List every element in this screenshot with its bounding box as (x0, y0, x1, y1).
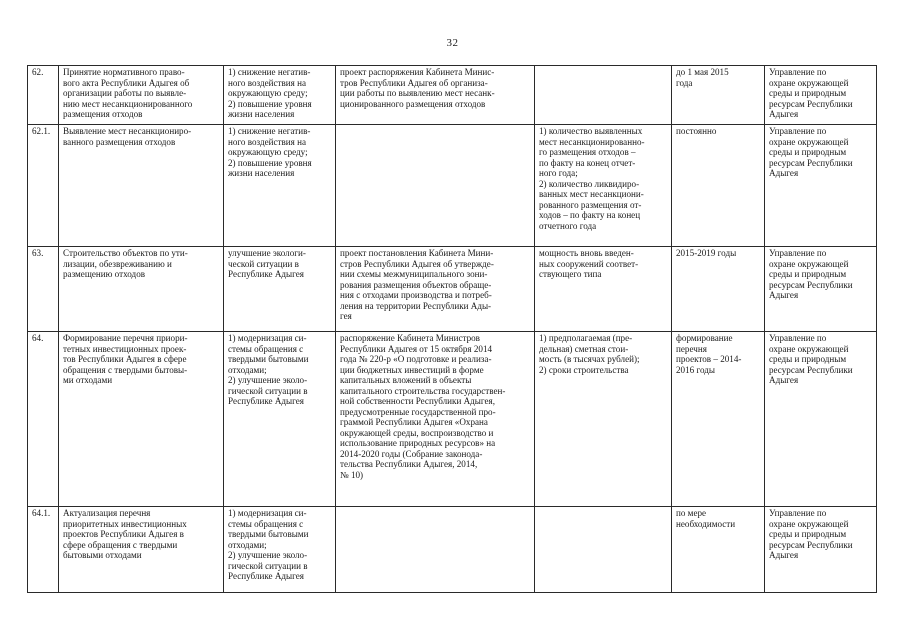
executor-cell: Управление по охране окружающей среды и природным ресурсам Республики Адыгея (765, 125, 877, 247)
expected-result-cell: 1) снижение негатив- ного воздействия на окружающую среду; 2) повышение уровня жизни населения (224, 125, 336, 247)
page-number: 32 (446, 37, 459, 49)
term-cell: постоянно (672, 125, 765, 247)
term-cell: формирование перечня проектов – 2014- 2016 годы (672, 332, 765, 507)
measure-cell: Актуализация перечня приоритетных инвестиционных проектов Республики Адыгея в сфере обращения с твердыми бытовыми отходами (59, 507, 224, 593)
indicator-cell: 1) предполагаемая (пре- дельная) сметная стои- мость (в тысячах рублей); 2) сроки строительства (535, 332, 672, 507)
indicator-cell (535, 66, 672, 125)
document-cell: проект постановления Кабинета Мини- стров Республики Адыгея об утвержде- нии схемы межмуниципального зони- рования размещения объектов обраще- ния с отходами производства и потреб- ления на территории Республики Ады- гея (336, 247, 535, 332)
table-row (28, 507, 877, 593)
measures-table (27, 65, 877, 593)
row-number-cell: 62. (28, 66, 59, 125)
term-cell: 2015-2019 годы (672, 247, 765, 332)
expected-result-cell: улучшение экологи- ческой ситуации в Республике Адыгея (224, 247, 336, 332)
measure-cell: Формирование перечня приори- тетных инвестиционных проек- тов Республики Адыгея в сфере обращения с твердыми бытовы- ми отходами (59, 332, 224, 507)
executor-cell: Управление по охране окружающей среды и природным ресурсам Республики Адыгея (765, 247, 877, 332)
table-row (28, 332, 877, 507)
document-cell (336, 125, 535, 247)
term-cell: по мере необходимости (672, 507, 765, 593)
table-row (28, 247, 877, 332)
row-number-cell: 64.1. (28, 507, 59, 593)
expected-result-cell: 1) модернизация си- стемы обращения с твердыми бытовыми отходами; 2) улучшение эколо- гической ситуации в Республике Адыгея (224, 507, 336, 593)
term-cell: до 1 мая 2015 года (672, 66, 765, 125)
row-number-cell: 62.1. (28, 125, 59, 247)
executor-cell: Управление по охране окружающей среды и природным ресурсам Республики Адыгея (765, 332, 877, 507)
indicator-cell: мощность вновь введен- ных сооружений соответ- ствующего типа (535, 247, 672, 332)
expected-result-cell: 1) снижение негатив- ного воздействия на окружающую среду; 2) повышение уровня жизни населения (224, 66, 336, 125)
row-number-cell: 63. (28, 247, 59, 332)
measure-cell: Принятие нормативного право- вого акта Республики Адыгея об организации работы по выявле- нию мест несанкционированного размещения отходов (59, 66, 224, 125)
document-cell: проект распоряжения Кабинета Минис- тров Республики Адыгея об организа- ции работы по выявлению мест несанк- ционированного размещения отходов (336, 66, 535, 125)
document-cell: распоряжение Кабинета Министров Республики Адыгея от 15 октября 2014 года № 220-р «О подготовке и реализа- ции бюджетных инвестиций в форме капитальных вложений в объекты капитального строительства государствен- ной собственности Республики Адыгея, предусмотренные государственной про- граммой Республики Адыгея «Охрана окружающей среды, воспроизводство и использование природных ресурсов» на 2014-2020 годы (Собрание законода- тельства Республики Адыгея, 2014, № 10) (336, 332, 535, 507)
indicator-cell: 1) количество выявленных мест несанкционированно- го размещения отходов – по факту на конец отчет- ного года; 2) количество ликвидиро- ванных мест несанкциони- рованного размещения от- ходов – по факту на конец отчетного года (535, 125, 672, 247)
table-row (28, 66, 877, 125)
expected-result-cell: 1) модернизация си- стемы обращения с твердыми бытовыми отходами; 2) улучшение эколо- гической ситуации в Республике Адыгея (224, 332, 336, 507)
row-number-cell: 64. (28, 332, 59, 507)
measure-cell: Строительство объектов по ути- лизации, обезвреживанию и размещению отходов (59, 247, 224, 332)
document-cell (336, 507, 535, 593)
executor-cell: Управление по охране окружающей среды и природным ресурсам Республики Адыгея (765, 66, 877, 125)
indicator-cell (535, 507, 672, 593)
measure-cell: Выявление мест несанкциониро- ванного размещения отходов (59, 125, 224, 247)
executor-cell: Управление по охране окружающей среды и природным ресурсам Республики Адыгея (765, 507, 877, 593)
table-row (28, 125, 877, 247)
